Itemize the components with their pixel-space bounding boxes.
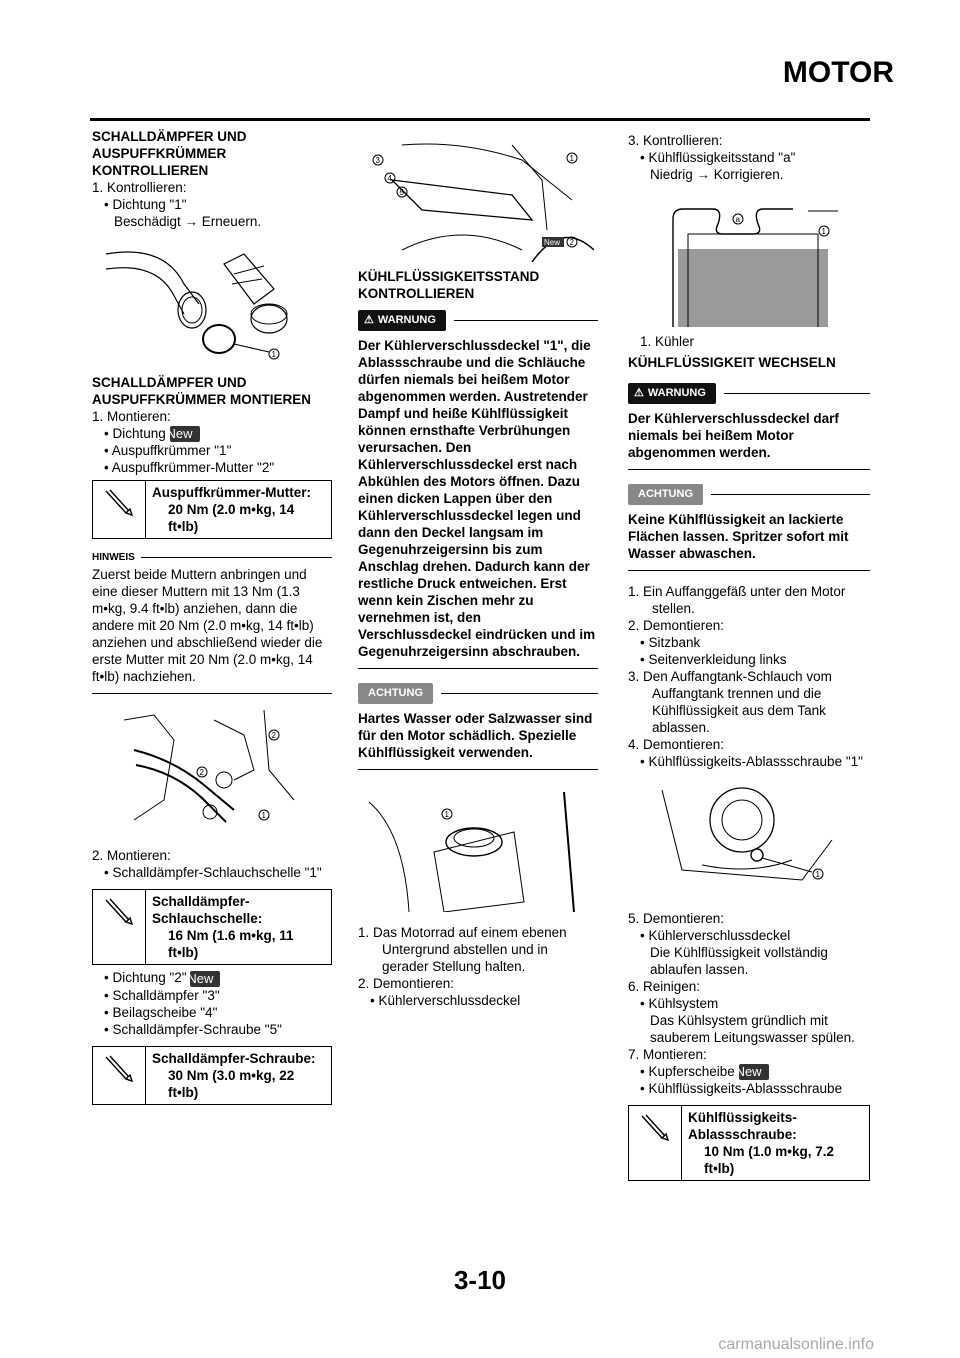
warning-badge: ⚠ WARNUNG bbox=[358, 310, 446, 331]
bullet: • Dichtung "2" New bbox=[104, 969, 332, 986]
caution-badge: ACHTUNG bbox=[628, 484, 703, 505]
bullet: • Seitenverkleidung links bbox=[640, 652, 787, 667]
bullet: • Kupferscheibe New bbox=[640, 1063, 870, 1080]
torque-spec bbox=[628, 1105, 870, 1181]
step: 3. Den Auffangtank-Schlauch vom Auffangtank trennen und die Kühlflüssigkeit aus dem Tank ablassen. bbox=[628, 669, 832, 735]
warning-rule bbox=[628, 469, 870, 470]
figure-caption: 1. Kühler bbox=[640, 334, 695, 349]
step: 3. Kontrollieren: bbox=[628, 133, 723, 148]
bullet: • Kühlerverschlussdeckel bbox=[640, 928, 791, 943]
svg-text:a: a bbox=[735, 215, 740, 224]
page-number: 3-10 bbox=[453, 1265, 507, 1295]
heading-check-coolant: KÜHLFLÜSSIGKEITSSTAND KONTROLLIEREN bbox=[358, 269, 540, 301]
heading-change-coolant: KÜHLFLÜSSIGKEIT WECHSELN bbox=[628, 355, 836, 370]
caution-header bbox=[358, 683, 598, 704]
torque-spec bbox=[92, 480, 332, 539]
bullet: • Schalldämpfer-Schraube "5" bbox=[104, 1021, 282, 1037]
caution-rule bbox=[628, 570, 870, 571]
column-3 bbox=[628, 132, 870, 1185]
heading-check-exhaust: SCHALLDÄMPFER UND AUSPUFFKRÜMMER KONTROLLIEREN bbox=[92, 129, 247, 178]
spec-value: 20 Nm (2.0 m•kg, 14 ft•lb) bbox=[168, 502, 295, 535]
bullet: • Auspuffkrümmer-Mutter "2" bbox=[104, 460, 275, 476]
caution-rule bbox=[358, 769, 598, 770]
bullet: • Sitzbank bbox=[640, 635, 701, 650]
caution-text: Keine Kühlflüssigkeit an lackierte Flächen lassen. Spritzer sofort mit Wasser abwaschen. bbox=[628, 512, 849, 561]
note-header: HINWEIS bbox=[92, 549, 332, 566]
warning-triangle-icon: ⚠ bbox=[634, 387, 644, 399]
warning-text: Der Kühlerverschlussdeckel "1", die Ablassschraube und die Schläuche dürfen niemals bei heißem Motor abgenommen werden. Austretender Dampf und heiße Kühlflüssigkeit können ernsthafte Verbrühungen verursachen. Den Kühlerverschlussdeckel erst nach Abkühlen des Motors öffnen. Dazu einen dicken Lappen über den Kühlerverschlussdeckel legen und dann den Deckel langsam im Gegenuhrzeigersinn bis zum Anschlag drehen. Dadurch kann der restliche Druck entweichen. Erst wenn kein Zischen mehr zu vernehmen ist, den Verschlussdeckel eindrücken und im Gegenuhrzeigersinn abschrauben. bbox=[358, 338, 596, 659]
new-badge: New bbox=[170, 426, 200, 442]
note-rule bbox=[92, 693, 332, 694]
bullet: • Dichtung "1" bbox=[104, 197, 187, 212]
bullet-detail: Das Kühlsystem gründlich mit sauberem Leitungswasser spülen. bbox=[650, 1013, 855, 1045]
drain-bolt-illustration bbox=[642, 780, 842, 900]
svg-text:1: 1 bbox=[271, 350, 276, 359]
bullet-detail: Die Kühlflüssigkeit vollständig ablaufen lassen. bbox=[650, 945, 828, 977]
spec-title: Auspuffkrümmer-Mutter: bbox=[152, 485, 312, 501]
header-rule bbox=[90, 118, 870, 121]
torque-wrench-icon bbox=[93, 1047, 146, 1104]
caution-badge: ACHTUNG bbox=[358, 683, 433, 704]
step: 1. Das Motorrad auf einem ebenen Untergrund abstellen und in gerader Stellung halten. bbox=[358, 925, 567, 974]
warning-header bbox=[628, 383, 870, 404]
torque-wrench-icon bbox=[93, 481, 146, 538]
step: 6. Reinigen: bbox=[628, 979, 701, 994]
bullet: • Kühlflüssigkeits-Ablassschraube "1" bbox=[640, 754, 863, 769]
torque-spec bbox=[92, 889, 332, 965]
page-title: MOTOR bbox=[782, 56, 894, 89]
svg-text:1: 1 bbox=[261, 811, 266, 821]
svg-text:5: 5 bbox=[399, 188, 404, 197]
spec-value: 30 Nm (3.0 m•kg, 22 ft•lb) bbox=[168, 1067, 295, 1100]
svg-text:1: 1 bbox=[444, 810, 449, 819]
spec-title: Schalldämpfer-Schlauchschelle: bbox=[152, 894, 263, 927]
caution-text: Hartes Wasser oder Salzwasser sind für den Motor schädlich. Spezielle Kühlflüssigkeit verwenden. bbox=[358, 711, 593, 760]
step: 5. Demontieren: bbox=[628, 911, 725, 926]
spec-value: 16 Nm (1.6 m•kg, 11 ft•lb) bbox=[168, 928, 294, 961]
exhaust-mount-illustration bbox=[114, 710, 314, 835]
step: 7. Montieren: bbox=[628, 1047, 707, 1062]
step: 1. Montieren: bbox=[92, 409, 171, 424]
warning-text: Der Kühlerverschlussdeckel darf niemals bei heißem Motor abgenommen werden. bbox=[628, 411, 839, 460]
step: 1. Kontrollieren: bbox=[92, 180, 187, 195]
svg-text:1: 1 bbox=[815, 870, 820, 879]
column-2 bbox=[358, 140, 598, 1009]
bullet: • Kühlflüssigkeitsstand "a" bbox=[640, 150, 796, 165]
heading-install-exhaust: SCHALLDÄMPFER UND AUSPUFFKRÜMMER MONTIEREN bbox=[92, 375, 311, 407]
svg-text:1: 1 bbox=[569, 154, 574, 163]
bullet-detail: Niedrig → Korrigieren. bbox=[650, 167, 784, 182]
bullet: • Schalldämpfer-Schlauchschelle "1" bbox=[104, 865, 322, 881]
warning-triangle-icon: ⚠ bbox=[364, 314, 374, 326]
bullet: • Kühlerverschlussdeckel bbox=[370, 993, 521, 1008]
step: 2. Montieren: bbox=[92, 848, 171, 864]
step: 4. Demontieren: bbox=[628, 737, 725, 752]
svg-text:1: 1 bbox=[821, 227, 826, 236]
footer-watermark: carmanualsonline.info bbox=[718, 1336, 874, 1353]
step: 1. Ein Auffanggefäß unter den Motor stellen. bbox=[628, 584, 846, 616]
gasket-pipe-illustration bbox=[104, 244, 304, 364]
torque-wrench-icon bbox=[93, 890, 146, 964]
bullet: • Beilagscheibe "4" bbox=[104, 1004, 218, 1020]
bullet: • Dichtung New bbox=[104, 425, 332, 442]
bullet: • Kühlflüssigkeits-Ablassschraube bbox=[640, 1081, 843, 1097]
svg-text:3: 3 bbox=[375, 156, 380, 165]
column-1 bbox=[92, 128, 332, 1109]
radiator-cap-illustration bbox=[364, 792, 584, 912]
bullet: • Auspuffkrümmer "1" bbox=[104, 443, 232, 459]
caution-header bbox=[628, 484, 870, 505]
step: 2. Demontieren: bbox=[628, 618, 725, 633]
svg-text:4: 4 bbox=[387, 174, 392, 183]
bullet: • Kühlsystem bbox=[640, 996, 719, 1011]
spec-value: 10 Nm (1.0 m•kg, 7.2 ft•lb) bbox=[704, 1144, 835, 1177]
new-badge: New bbox=[190, 971, 220, 987]
note-text: Zuerst beide Muttern anbringen und eine dieser Muttern mit 13 Nm (1.3 m•kg, 9.4 ft•lb) anziehen, dann die andere mit 20 Nm (2.0 m•kg, 14 ft•lb) anziehen und abschließend wieder die erste Mutter mit 20 Nm (2.0 m•kg, 14 ft•lb) nachziehen. bbox=[92, 567, 323, 685]
torque-wrench-icon bbox=[629, 1106, 682, 1180]
bullet: • Schalldämpfer "3" bbox=[104, 987, 220, 1003]
new-badge: New bbox=[739, 1064, 769, 1080]
radiator-level-illustration bbox=[668, 199, 848, 329]
spec-title: Schalldämpfer-Schraube: bbox=[152, 1050, 316, 1066]
warning-rule bbox=[358, 668, 598, 669]
svg-text:New: New bbox=[544, 238, 561, 247]
warning-header bbox=[358, 310, 598, 331]
warning-badge: ⚠ WARNUNG bbox=[628, 383, 716, 404]
svg-text:2: 2 bbox=[271, 731, 276, 741]
svg-text:2: 2 bbox=[199, 768, 204, 778]
svg-text:2: 2 bbox=[569, 238, 574, 247]
torque-spec bbox=[92, 1046, 332, 1105]
motorcycle-side-illustration bbox=[362, 140, 594, 262]
step: 2. Demontieren: bbox=[358, 976, 455, 991]
bullet-detail: Beschädigt → Erneuern. bbox=[114, 214, 262, 229]
spec-title: Kühlflüssigkeits-Ablassschraube: bbox=[688, 1110, 797, 1143]
